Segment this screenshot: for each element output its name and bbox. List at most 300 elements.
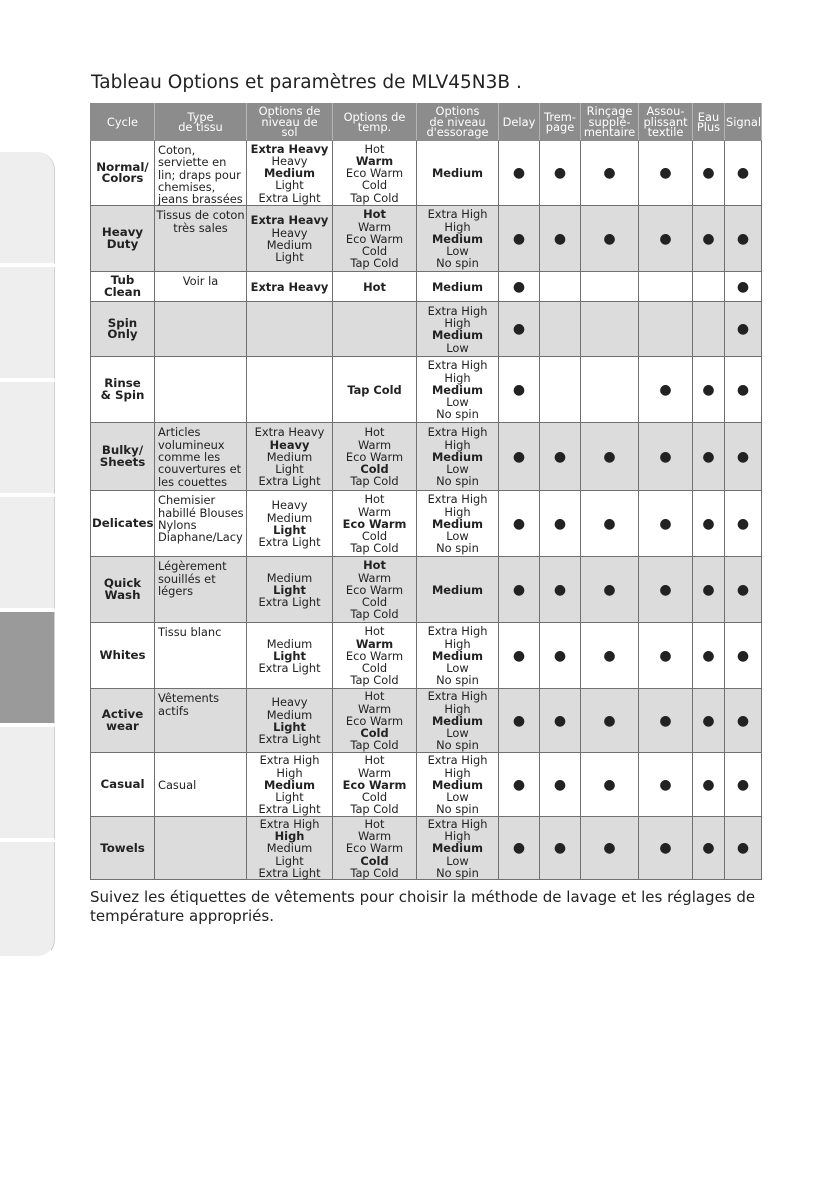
option-value: Eco Warm (345, 231, 404, 246)
feature-indicator: ● (639, 206, 693, 272)
column-header: Rinçage supplé- mentaire (581, 104, 639, 141)
fabric-type: Chemisier habillé Blouses Nylons Diaphane/Lacy (155, 491, 247, 557)
option-value: High (444, 701, 471, 716)
option-value: Low (446, 395, 469, 410)
temp-options (333, 623, 417, 689)
table-row (91, 753, 762, 817)
cycle-name: Casual (91, 753, 155, 817)
option-value: Light (273, 719, 306, 734)
option-value: Extra Heavy (254, 425, 325, 440)
column-header: Options de temp. (333, 104, 417, 141)
feature-indicator (639, 272, 693, 302)
option-value: Medium (266, 636, 313, 651)
feature-indicator: ● (693, 689, 725, 753)
option-value: Eco Warm (345, 166, 404, 181)
feature-indicator (693, 302, 725, 357)
feature-indicator: ● (581, 491, 639, 557)
feature-indicator: ● (693, 557, 725, 623)
option-value: Extra Light (258, 732, 321, 747)
option-value: Extra High (427, 492, 488, 507)
column-header: Cycle (91, 104, 155, 141)
soil-options (247, 623, 333, 689)
option-value: Light (275, 178, 304, 193)
feature-indicator: ● (499, 689, 540, 753)
feature-indicator: ● (725, 753, 762, 817)
feature-indicator: ● (725, 623, 762, 689)
option-value: No spin (436, 865, 479, 880)
option-value: Cold (361, 661, 388, 676)
feature-indicator: ● (725, 272, 762, 302)
temp-options (333, 272, 417, 302)
option-value: Medium (431, 841, 484, 856)
table-row (91, 491, 762, 557)
spin-options (417, 557, 499, 623)
option-value: Medium (263, 777, 316, 792)
feature-indicator: ● (725, 357, 762, 423)
option-value: Tap Cold (350, 190, 399, 205)
column-header: Assou- plissant textile (639, 104, 693, 141)
cycle-name: Active wear (91, 689, 155, 753)
option-value: Medium (431, 279, 484, 294)
feature-indicator: ● (499, 753, 540, 817)
feature-indicator: ● (693, 141, 725, 206)
fabric-type: Casual (155, 753, 247, 817)
option-value: Warm (357, 570, 392, 585)
feature-indicator: ● (581, 753, 639, 817)
fabric-type: Articles volumineux comme les couvertures et les couettes (155, 423, 247, 491)
feature-indicator: ● (581, 817, 639, 880)
option-value: Eco Warm (345, 841, 404, 856)
spin-options (417, 206, 499, 272)
option-value: High (444, 437, 471, 452)
option-value: Hot (363, 207, 386, 222)
option-value: Hot (364, 816, 385, 831)
option-value: No spin (436, 673, 479, 688)
spin-options (417, 423, 499, 491)
option-value: Hot (363, 279, 386, 294)
option-value: Eco Warm (345, 582, 404, 597)
spin-options (417, 689, 499, 753)
feature-indicator (540, 272, 581, 302)
temp-options (333, 357, 417, 423)
cycle-name: Tub Clean (91, 272, 155, 302)
footnote: Suivez les étiquettes de vêtements pour choisir la méthode de lavage et les réglages de température appropriés. (90, 888, 756, 925)
cycle-name: Quick Wash (91, 557, 155, 623)
feature-indicator: ● (499, 141, 540, 206)
feature-indicator: ● (639, 557, 693, 623)
feature-indicator: ● (540, 557, 581, 623)
option-value: Heavy (271, 225, 308, 240)
feature-indicator (581, 272, 639, 302)
feature-indicator (639, 302, 693, 357)
spin-options (417, 302, 499, 357)
temp-options (333, 557, 417, 623)
option-value: No spin (436, 802, 479, 817)
feature-indicator: ● (540, 491, 581, 557)
option-value: Light (273, 582, 306, 597)
feature-indicator: ● (540, 423, 581, 491)
feature-indicator: ● (725, 689, 762, 753)
feature-indicator: ● (693, 357, 725, 423)
option-value: High (444, 636, 471, 651)
table-row (91, 423, 762, 491)
soil-options (247, 206, 333, 272)
option-value: Medium (263, 166, 316, 181)
option-value: Extra High (427, 753, 488, 768)
option-value: Extra High (427, 425, 488, 440)
feature-indicator: ● (693, 753, 725, 817)
feature-indicator: ● (639, 689, 693, 753)
option-value: Extra Light (258, 802, 321, 817)
soil-options (247, 817, 333, 880)
feature-indicator: ● (639, 623, 693, 689)
option-value: Tap Cold (350, 607, 399, 622)
table-row (91, 623, 762, 689)
feature-indicator: ● (725, 206, 762, 272)
option-value: Hot (364, 425, 385, 440)
option-value: Low (446, 853, 469, 868)
option-value: Medium (431, 166, 484, 181)
side-tab-5-active[interactable] (0, 612, 55, 725)
table-row (91, 302, 762, 357)
options-table (90, 103, 762, 880)
cycle-name: Normal/ Colors (91, 141, 155, 206)
feature-indicator: ● (499, 302, 540, 357)
spin-options (417, 272, 499, 302)
temp-options (333, 689, 417, 753)
option-value: Eco Warm (345, 713, 404, 728)
fabric-type (155, 302, 247, 357)
column-header: Delay (499, 104, 540, 141)
option-value: Medium (431, 449, 484, 464)
option-value: Heavy (271, 498, 308, 513)
option-value: Tap Cold (350, 673, 399, 688)
option-value: High (444, 370, 471, 385)
option-value: Medium (431, 713, 484, 728)
temp-options (333, 423, 417, 491)
option-value: Extra Light (258, 661, 321, 676)
soil-options (247, 302, 333, 357)
option-value: Tap Cold (350, 474, 399, 489)
option-value: High (444, 829, 471, 844)
soil-options (247, 357, 333, 423)
option-value: Tap Cold (350, 865, 399, 880)
option-value: Cold (361, 790, 388, 805)
option-value: High (444, 504, 471, 519)
page-title: Tableau Options et paramètres de MLV45N3B . (91, 72, 522, 93)
column-header: Options de niveau d'essorage (417, 104, 499, 141)
option-value: Cold (361, 595, 388, 610)
option-value: Tap Cold (350, 541, 399, 556)
option-value: No spin (436, 256, 479, 271)
option-value: Medium (266, 841, 313, 856)
fabric-type: Légèrement souillés et légers (155, 557, 247, 623)
option-value: Light (273, 522, 306, 537)
option-value: Low (446, 462, 469, 477)
fabric-type (155, 817, 247, 880)
option-value: Hot (364, 141, 385, 156)
option-value: Cold (361, 529, 388, 544)
feature-indicator: ● (581, 206, 639, 272)
table-row (91, 689, 762, 753)
soil-options (247, 141, 333, 206)
option-value: Warm (357, 437, 392, 452)
feature-indicator: ● (499, 817, 540, 880)
feature-indicator: ● (499, 491, 540, 557)
feature-indicator: ● (639, 817, 693, 880)
feature-indicator: ● (540, 689, 581, 753)
option-value: Warm (357, 765, 392, 780)
option-value: Low (446, 340, 469, 355)
feature-indicator: ● (639, 423, 693, 491)
side-tab-4[interactable] (0, 497, 55, 610)
side-tab-3[interactable] (0, 382, 55, 495)
option-value: Medium (266, 570, 313, 585)
table-row (91, 206, 762, 272)
feature-indicator: ● (499, 623, 540, 689)
feature-indicator: ● (725, 817, 762, 880)
option-value: High (276, 765, 303, 780)
feature-indicator: ● (581, 423, 639, 491)
option-value: Medium (431, 231, 484, 246)
spin-options (417, 491, 499, 557)
side-tab-7[interactable] (0, 842, 55, 958)
option-value: Eco Warm (345, 648, 404, 663)
option-value: High (274, 829, 305, 844)
option-value: Warm (355, 153, 394, 168)
option-value: Eco Warm (342, 516, 407, 531)
option-value: Medium (431, 328, 484, 343)
table-row (91, 272, 762, 302)
option-value: Hot (364, 753, 385, 768)
soil-options (247, 491, 333, 557)
column-header: Options de niveau de sol (247, 104, 333, 141)
option-value: Hot (364, 624, 385, 639)
option-value: Medium (431, 648, 484, 663)
option-value: Light (275, 250, 304, 265)
side-tab-bar (0, 152, 55, 958)
option-value: Low (446, 661, 469, 676)
option-value: Light (275, 790, 304, 805)
feature-indicator: ● (725, 423, 762, 491)
feature-indicator: ● (540, 141, 581, 206)
feature-indicator: ● (693, 206, 725, 272)
option-value: Cold (360, 726, 389, 741)
option-value: Medium (266, 510, 313, 525)
option-value: Eco Warm (342, 777, 407, 792)
table-body (91, 141, 762, 880)
option-value: High (444, 219, 471, 234)
feature-indicator: ● (499, 206, 540, 272)
option-value: Extra Light (258, 190, 321, 205)
option-value: Extra High (427, 816, 488, 831)
option-value: Extra High (427, 358, 488, 373)
option-value: Low (446, 790, 469, 805)
option-value: Warm (357, 701, 392, 716)
soil-options (247, 689, 333, 753)
feature-indicator: ● (693, 491, 725, 557)
option-value: Tap Cold (350, 738, 399, 753)
feature-indicator: ● (499, 357, 540, 423)
option-value: Extra High (259, 816, 320, 831)
feature-indicator: ● (725, 302, 762, 357)
option-value: Extra Light (258, 474, 321, 489)
column-header: Trem- page (540, 104, 581, 141)
feature-indicator: ● (499, 423, 540, 491)
option-value: Medium (266, 237, 313, 252)
temp-options (333, 206, 417, 272)
cycle-name: Delicates (91, 491, 155, 557)
feature-indicator: ● (639, 141, 693, 206)
option-value: Low (446, 529, 469, 544)
option-value: Cold (361, 244, 388, 259)
option-value: High (444, 316, 471, 331)
cycle-name: Towels (91, 817, 155, 880)
temp-options (333, 753, 417, 817)
option-value: Heavy (269, 437, 310, 452)
feature-indicator: ● (499, 557, 540, 623)
spin-options (417, 623, 499, 689)
feature-indicator (540, 357, 581, 423)
feature-indicator: ● (725, 557, 762, 623)
spin-options (417, 141, 499, 206)
option-value: Extra High (259, 753, 320, 768)
side-tab-1[interactable] (0, 152, 55, 265)
option-value: Warm (357, 219, 392, 234)
feature-indicator: ● (540, 817, 581, 880)
option-value: Eco Warm (345, 449, 404, 464)
feature-indicator (540, 302, 581, 357)
temp-options (333, 302, 417, 357)
temp-options (333, 141, 417, 206)
option-value: Extra High (427, 303, 488, 318)
option-value: Light (275, 853, 304, 868)
option-value: Hot (364, 492, 385, 507)
option-value: Low (446, 244, 469, 259)
option-value: Extra High (427, 624, 488, 639)
option-value: Extra Heavy (250, 141, 329, 156)
option-value: Extra High (427, 207, 488, 222)
cycle-name: Spin Only (91, 302, 155, 357)
feature-indicator: ● (499, 272, 540, 302)
option-value: Cold (361, 178, 388, 193)
temp-options (333, 491, 417, 557)
cycle-name: Bulky/ Sheets (91, 423, 155, 491)
feature-indicator: ● (540, 206, 581, 272)
option-value: Medium (431, 382, 484, 397)
option-value: Medium (266, 449, 313, 464)
side-tab-2[interactable] (0, 267, 55, 380)
fabric-type: Vêtements actifs (155, 689, 247, 753)
feature-indicator: ● (540, 753, 581, 817)
option-value: Medium (431, 516, 484, 531)
option-value: Light (275, 462, 304, 477)
side-tab-6[interactable] (0, 727, 55, 840)
table-row (91, 557, 762, 623)
option-value: Tap Cold (347, 382, 402, 397)
option-value: Tap Cold (350, 802, 399, 817)
feature-indicator: ● (581, 623, 639, 689)
feature-indicator: ● (693, 623, 725, 689)
option-value: Extra Heavy (250, 279, 329, 294)
soil-options (247, 423, 333, 491)
feature-indicator (693, 272, 725, 302)
spin-options (417, 817, 499, 880)
feature-indicator: ● (639, 491, 693, 557)
option-value: No spin (436, 474, 479, 489)
spin-options (417, 357, 499, 423)
option-value: No spin (436, 738, 479, 753)
option-value: Extra Light (258, 595, 321, 610)
option-value: Hot (363, 558, 386, 573)
column-header: Eau Plus (693, 104, 725, 141)
option-value: Cold (360, 853, 389, 868)
soil-options (247, 753, 333, 817)
feature-indicator: ● (725, 491, 762, 557)
table-header-row (91, 104, 762, 141)
column-header: Type de tissu (155, 104, 247, 141)
option-value: Medium (431, 582, 484, 597)
option-value: Extra Light (258, 865, 321, 880)
option-value: Extra High (427, 689, 488, 704)
table-row (91, 141, 762, 206)
option-value: No spin (436, 407, 479, 422)
cycle-name: Rinse & Spin (91, 357, 155, 423)
option-value: No spin (436, 541, 479, 556)
feature-indicator: ● (693, 817, 725, 880)
option-value: Warm (357, 829, 392, 844)
spin-options (417, 753, 499, 817)
cycle-name: Heavy Duty (91, 206, 155, 272)
option-value: Medium (431, 777, 484, 792)
fabric-type (155, 357, 247, 423)
fabric-type: Voir la (155, 272, 247, 302)
feature-indicator: ● (639, 753, 693, 817)
fabric-type: Tissus de coton très sales (155, 206, 247, 272)
feature-indicator: ● (581, 141, 639, 206)
soil-options (247, 272, 333, 302)
feature-indicator (581, 302, 639, 357)
option-value: Extra Heavy (250, 213, 329, 228)
option-value: Tap Cold (350, 256, 399, 271)
column-header: Signal (725, 104, 762, 141)
option-value: Hot (364, 689, 385, 704)
feature-indicator: ● (581, 689, 639, 753)
option-value: Cold (360, 462, 389, 477)
option-value: High (444, 765, 471, 780)
fabric-type: Coton, serviette en lin; draps pour chemises, jeans brassées (155, 141, 247, 206)
table-row (91, 817, 762, 880)
feature-indicator: ● (639, 357, 693, 423)
cycle-name: Whites (91, 623, 155, 689)
option-value: Medium (266, 707, 313, 722)
option-value: Light (273, 648, 306, 663)
option-value: Heavy (271, 153, 308, 168)
feature-indicator: ● (540, 623, 581, 689)
fabric-type: Tissu blanc (155, 623, 247, 689)
option-value: Heavy (271, 695, 308, 710)
option-value: Extra Light (258, 535, 321, 550)
table-row (91, 357, 762, 423)
feature-indicator (581, 357, 639, 423)
temp-options (333, 817, 417, 880)
feature-indicator: ● (693, 423, 725, 491)
feature-indicator: ● (725, 141, 762, 206)
option-value: Warm (355, 636, 394, 651)
soil-options (247, 557, 333, 623)
option-value: Low (446, 726, 469, 741)
feature-indicator: ● (581, 557, 639, 623)
